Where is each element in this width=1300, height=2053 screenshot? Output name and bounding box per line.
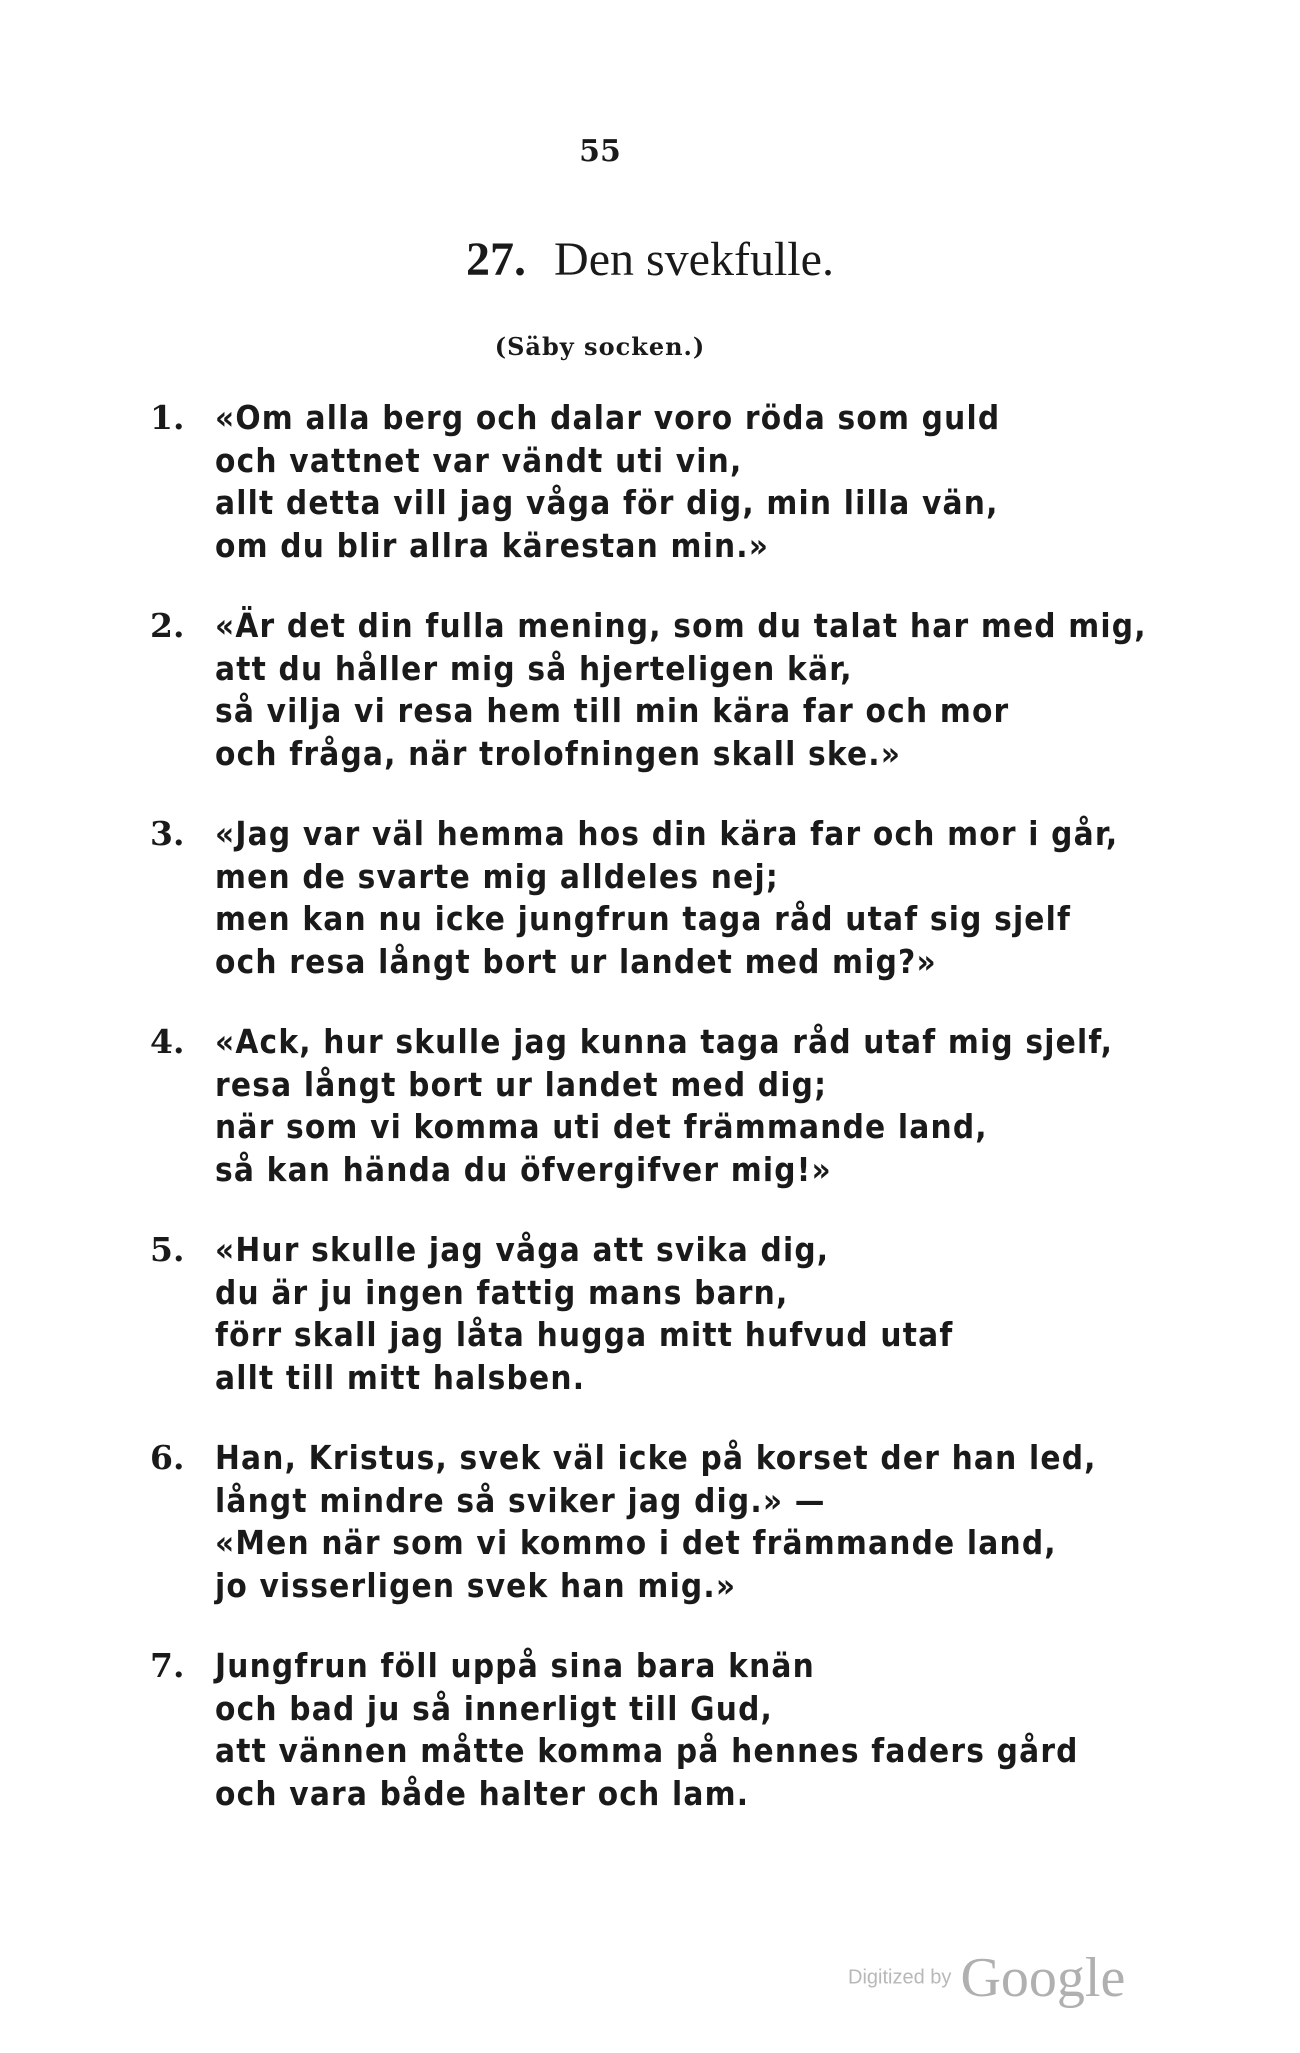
- stanza-number: 5.: [150, 1230, 185, 1269]
- verse-line: och bad ju så innerligt till Gud,: [215, 1688, 774, 1728]
- stanza-6: [150, 1438, 1150, 1608]
- stanza-number: 2.: [150, 606, 185, 645]
- verse-line: att vännen måtte komma på hennes faders gård: [215, 1731, 1079, 1770]
- poem-number: 27.: [466, 233, 527, 286]
- verse-line: du är ju ingen fattig mans barn,: [215, 1272, 789, 1312]
- verse-line: och fråga, när trolofningen skall ske.»: [215, 733, 902, 773]
- stanza-number: 3.: [150, 814, 185, 853]
- stanza-7: [150, 1646, 1150, 1816]
- stanza-number: 1.: [150, 398, 185, 437]
- verse-line: Jungfrun föll uppå sina bara knän: [215, 1646, 815, 1685]
- stanza-3: [150, 814, 1150, 984]
- verse-line: resa långt bort ur landet med dig;: [215, 1064, 828, 1104]
- verse-line: jo visserligen svek han mig.»: [215, 1565, 737, 1605]
- verse-line: och vara både halter och lam.: [215, 1773, 750, 1813]
- poem-subtitle: (Säby socken.): [494, 332, 706, 361]
- verse-line: och vattnet var vändt uti vin,: [215, 440, 743, 480]
- verse-line: så kan hända du öfvergifver mig!»: [215, 1149, 832, 1189]
- verse-line: förr skall jag låta hugga mitt hufvud utaf: [215, 1315, 954, 1354]
- verse-line: allt till mitt halsben.: [215, 1357, 586, 1397]
- verse-line: «Men när som vi kommo i det främmande land,: [215, 1523, 1057, 1562]
- page-number: 55: [579, 134, 621, 169]
- verse-line: «Är det din fulla mening, som du talat har med mig,: [215, 606, 1147, 645]
- verse-line: «Jag var väl hemma hos din kära far och mor i går,: [215, 814, 1119, 853]
- stanza-number: 7.: [150, 1646, 185, 1685]
- verse-line: långt mindre så sviker jag dig.» —: [215, 1480, 826, 1520]
- stanza-4: [150, 1022, 1150, 1192]
- poem-title-text: Den svekfulle.: [554, 233, 834, 286]
- stanza-1: [150, 398, 1150, 568]
- verse-line: att du håller mig så hjerteligen kär,: [215, 648, 853, 688]
- stanza-5: [150, 1230, 1150, 1400]
- verse-line: och resa långt bort ur landet med mig?»: [215, 941, 937, 981]
- verse-line: allt detta vill jag våga för dig, min lilla vän,: [215, 483, 999, 522]
- verse-line: om du blir allra kärestan min.»: [215, 525, 770, 565]
- verse-line: Han, Kristus, svek väl icke på korset der han led,: [215, 1438, 1097, 1477]
- stanza-number: 4.: [150, 1022, 185, 1061]
- verse-line: «Ack, hur skulle jag kunna taga råd utaf mig sjelf,: [215, 1022, 1114, 1061]
- verse-line: men kan nu icke jungfrun taga råd utaf sig sjelf: [215, 899, 1072, 938]
- stanza-number: 6.: [150, 1438, 185, 1477]
- verse-line: men de svarte mig alldeles nej;: [215, 856, 779, 896]
- google-logo: Google: [960, 1947, 1126, 2009]
- verse-line: «Hur skulle jag våga att svika dig,: [215, 1230, 830, 1269]
- stanza-2: [150, 606, 1150, 776]
- poem-title: [0, 232, 1300, 287]
- verse-line: när som vi komma uti det främmande land,: [215, 1107, 988, 1146]
- digitized-prefix: Digitized by: [848, 1966, 952, 1989]
- verse-line: så vilja vi resa hem till min kära far och mor: [215, 691, 1010, 730]
- verse-line: «Om alla berg och dalar voro röda som guld: [215, 398, 1001, 437]
- digitized-watermark: [848, 1946, 1125, 2010]
